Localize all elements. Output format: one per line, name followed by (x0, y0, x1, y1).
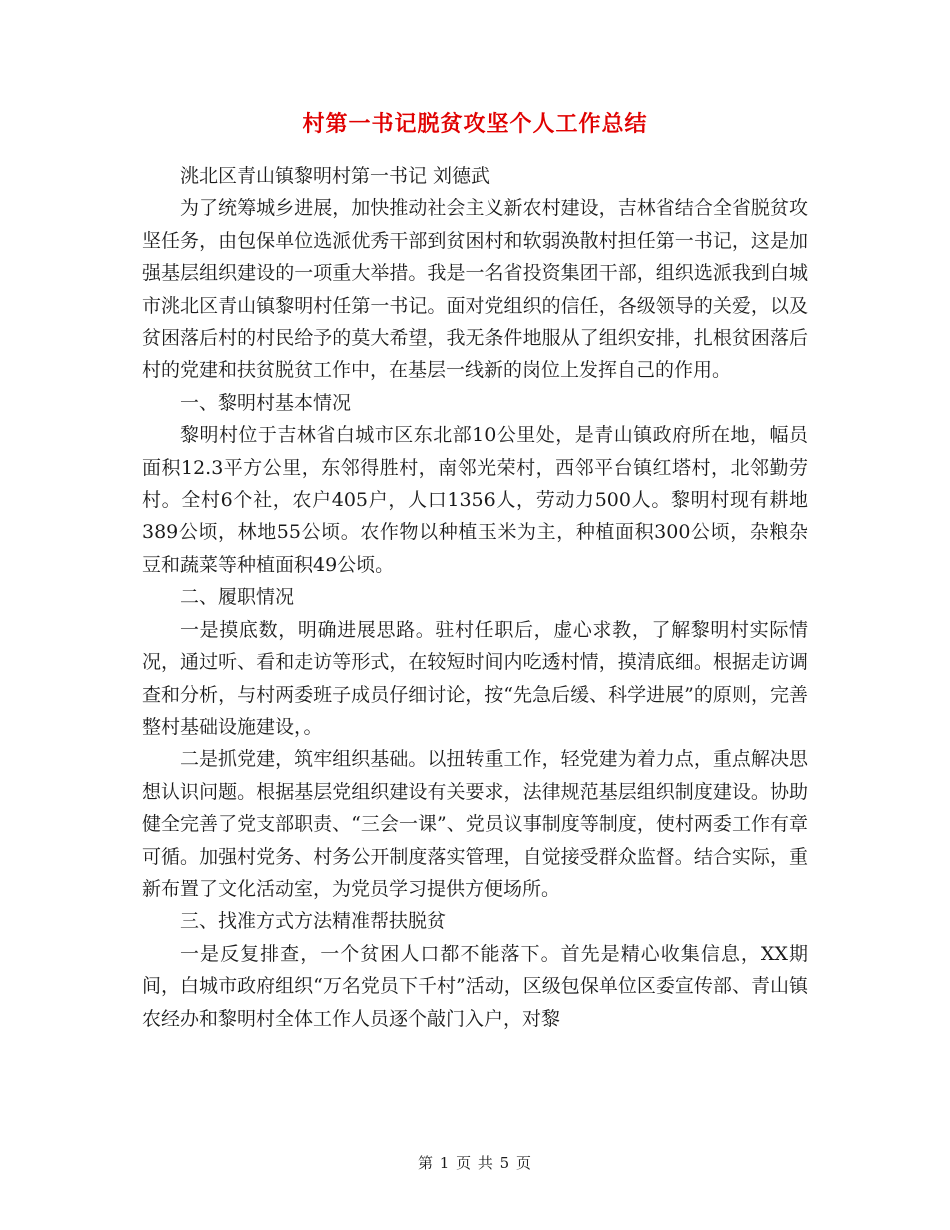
paragraph-intro: 为了统筹城乡进展，加快推动社会主义新农村建设，吉林省结合全省脱贫攻坚任务，由包保单位选派优秀干部到贫困村和软弱涣散村担任第一书记，这是加强基层组织建设的一项重大举措。我是一名省投资集团干部，组织选派我到白城市洮北区青山镇黎明村任第一书记。面对党组织的信任，各级领导的关爱，以及贫困落后村的村民给予的莫大希望，我无条件地服从了组织安排，扎根贫困落后村的党建和扶贫脱贫工作中，在基层一线新的岗位上发挥自己的作用。 (142, 197, 808, 382)
section-heading-2: 二、履职情况 (180, 586, 295, 609)
paragraph-village-info: 黎明村位于吉林省白城市区东北部10公里处，是青山镇政府所在地，幅员面积12.3平方公里，东邻得胜村，南邻光荣村，西邻平台镇红塔村，北邻勤劳村。全村6个社，农户405户，人口1356人，劳动力500人。黎明村现有耕地389公顷，林地55公顷。农作物以种植玉米为主，种植面积300公顷，杂粮杂豆和蔬菜等种植面积49公顷。 (142, 424, 808, 576)
document-title: 村第一书记脱贫攻坚个人工作总结 (302, 111, 648, 137)
paragraph-poverty-1: 一是反复排查，一个贫困人口都不能落下。首先是精心收集信息，XX期间，白城市政府组织“万名党员下千村”活动，区级包保单位区委宣传部、青山镇农经办和黎明村全体工作人员逐个敲门入户，对黎 (142, 942, 808, 1030)
section-heading-1: 一、黎明村基本情况 (180, 391, 352, 414)
paragraph-duty-1: 一是摸底数，明确进展思路。驻村任职后，虚心求教，了解黎明村实际情况，通过听、看和走访等形式，在较短时间内吃透村情，摸清底细。根据走访调查和分析，与村两委班子成员仔细讨论，按“先急后缓、科学进展”的原则，完善整村基础设施建设，。 (142, 618, 808, 738)
section-heading-3: 三、找准方式方法精准帮扶脱贫 (180, 910, 447, 933)
page-footer: 第 1 页 共 5 页 (418, 1154, 532, 1172)
author-line: 洮北区青山镇黎明村第一书记 刘德武 (180, 165, 491, 187)
paragraph-duty-2: 二是抓党建，筑牢组织基础。以扭转重工作，轻党建为着力点，重点解决思想认识问题。根据基层党组织建设有关要求，法律规范基层组织制度建设。协助健全完善了党支部职责、“三会一课”、党员议事制度等制度，使村两委工作有章可循。加强村党务、村务公开制度落实管理，自觉接受群众监督。结合实际，重新布置了文化活动室，为党员学习提供方便场所。 (142, 748, 808, 900)
document-body (142, 160, 808, 1035)
